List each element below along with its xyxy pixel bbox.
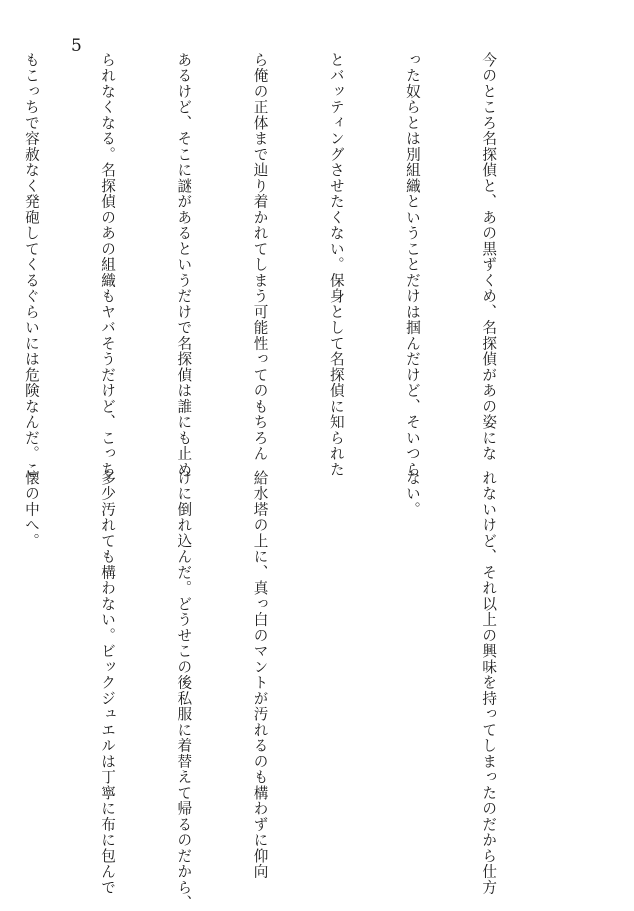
paragraph-gap: [323, 470, 348, 852]
text-line: とバッティングさせたくない。保身として名探偵に知られた: [327, 52, 345, 478]
text-line: 多少汚れても構わない。ビックジュエルは丁寧に布に包んで: [99, 470, 117, 896]
text-line: れないけど、それ以上の興味を持ってしまったのだから仕方: [480, 470, 498, 896]
text-line: もこっちで容赦なく発砲してくるぐらいには危険なんだ。こ: [22, 52, 40, 478]
text-line: った奴らとは別組織ということだけは掴んだけど、そいつら: [403, 52, 421, 478]
text-line: けに倒れ込んだ。どうせこの後私服に着替えて帰るのだから、: [175, 470, 193, 911]
text-line: ない。: [403, 470, 421, 518]
text-line: 懐の中へ。: [22, 470, 40, 549]
text-block-bottom: [0, 470, 552, 911]
text-line: ら俺の正体まで辿り着かれてしまう可能性ってのもちろん: [251, 52, 269, 462]
text-line: 今のところ名探偵と、あの黒ずくめ、名探偵があの姿にな: [480, 52, 498, 462]
text-block-top: [0, 52, 552, 478]
text-line: あるけど、そこに謎があるというだけで名探偵は誰にも止め: [175, 52, 193, 478]
text-line: 給水塔の上に、真っ白のマントが汚れるのも構わずに仰向: [251, 470, 269, 880]
text-line: られなくなる。名探偵のあの組織もヤバそうだけど、こっち: [99, 52, 117, 478]
page-number: 5: [71, 36, 82, 56]
